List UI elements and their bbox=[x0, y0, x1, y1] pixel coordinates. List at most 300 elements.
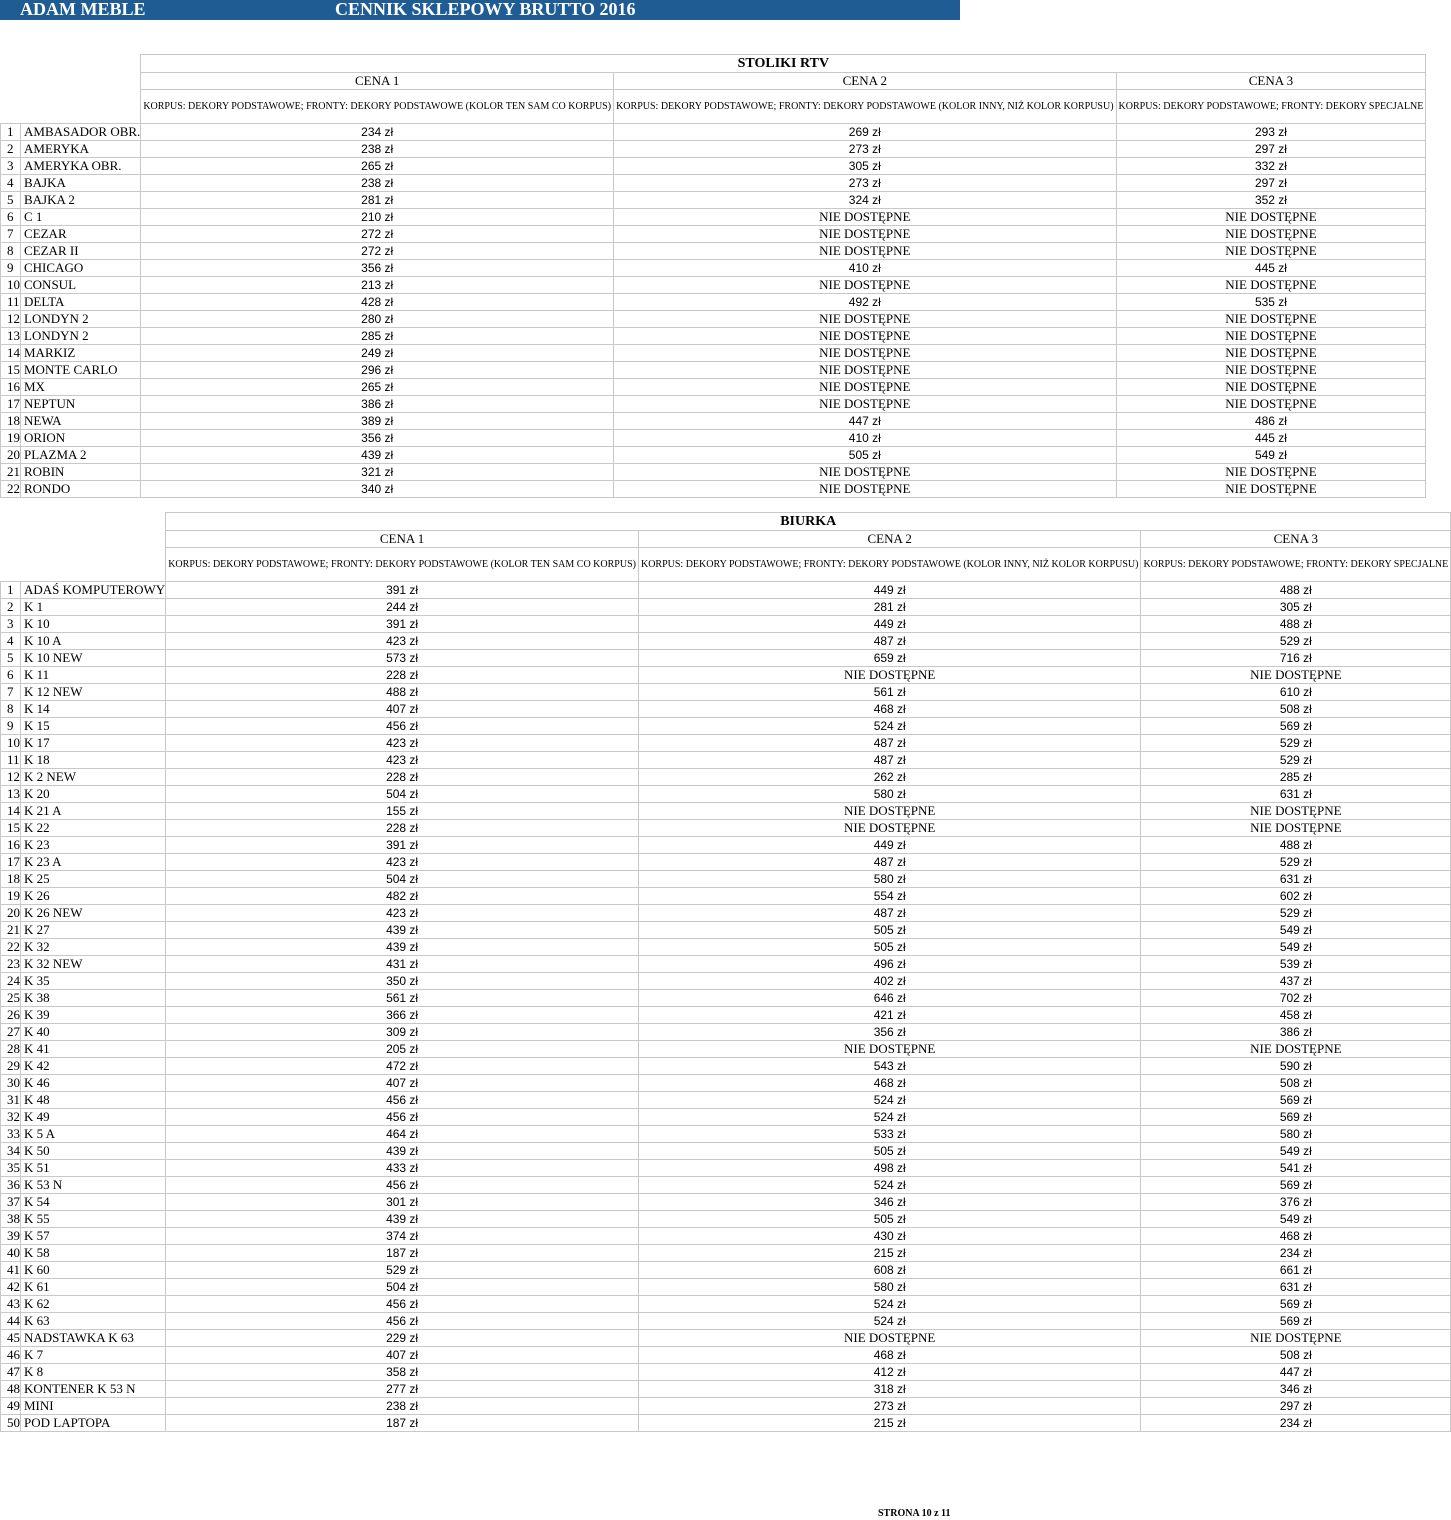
price-cell-cena-3: 234 zł bbox=[1141, 1245, 1451, 1262]
price-cell-cena-1: 407 zł bbox=[166, 1347, 639, 1364]
price-cell-cena-1: 391 zł bbox=[166, 582, 639, 599]
table-row bbox=[1, 956, 1451, 973]
price-cell-cena-1: 391 zł bbox=[166, 616, 639, 633]
row-number: 5 bbox=[1, 192, 21, 209]
product-name: AMBASADOR OBR. bbox=[21, 124, 141, 141]
table-row bbox=[1, 939, 1451, 956]
row-number: 11 bbox=[1, 752, 21, 769]
table-row bbox=[1, 922, 1451, 939]
product-name: K 23 A bbox=[21, 854, 166, 871]
price-cell-cena-2: NIE DOSTĘPNE bbox=[614, 311, 1116, 328]
price-cell-cena-2: 356 zł bbox=[638, 1024, 1140, 1041]
blank-cell bbox=[1, 55, 21, 73]
section-title: STOLIKI RTV bbox=[141, 55, 1426, 73]
row-number: 2 bbox=[1, 141, 21, 158]
price-cell-cena-1: 456 zł bbox=[166, 1109, 639, 1126]
row-number: 11 bbox=[1, 294, 21, 311]
table-row bbox=[1, 1024, 1451, 1041]
price-cell-cena-3: 468 zł bbox=[1141, 1228, 1451, 1245]
table-row bbox=[1, 650, 1451, 667]
table-row bbox=[1, 1092, 1451, 1109]
price-cell-cena-2: 487 zł bbox=[638, 752, 1140, 769]
price-cell-cena-1: 439 zł bbox=[166, 1143, 639, 1160]
price-cell-cena-2: 580 zł bbox=[638, 1279, 1140, 1296]
price-cell-cena-1: 456 zł bbox=[166, 1296, 639, 1313]
price-cell-cena-3: NIE DOSTĘPNE bbox=[1116, 243, 1426, 260]
product-name: NADSTAWKA K 63 bbox=[21, 1330, 166, 1347]
row-number: 5 bbox=[1, 650, 21, 667]
price-cell-cena-3: NIE DOSTĘPNE bbox=[1141, 1041, 1451, 1058]
row-number: 42 bbox=[1, 1279, 21, 1296]
price-cell-cena-3: 352 zł bbox=[1116, 192, 1426, 209]
page-number: STRONA 10 z 11 bbox=[878, 1508, 951, 1519]
row-number: 27 bbox=[1, 1024, 21, 1041]
table-row bbox=[1, 718, 1451, 735]
product-name: POD LAPTOPA bbox=[21, 1415, 166, 1432]
product-name: K 1 bbox=[21, 599, 166, 616]
table-row bbox=[1, 379, 1426, 396]
product-name: K 2 NEW bbox=[21, 769, 166, 786]
row-number: 17 bbox=[1, 396, 21, 413]
price-cell-cena-1: 573 zł bbox=[166, 650, 639, 667]
product-name: K 21 A bbox=[21, 803, 166, 820]
price-cell-cena-2: NIE DOSTĘPNE bbox=[614, 379, 1116, 396]
price-cell-cena-3: 549 zł bbox=[1141, 1211, 1451, 1228]
product-name: MINI bbox=[21, 1398, 166, 1415]
table-row bbox=[1, 311, 1426, 328]
table-row bbox=[1, 1160, 1451, 1177]
product-name: K 40 bbox=[21, 1024, 166, 1041]
table-row bbox=[1, 633, 1451, 650]
row-number: 34 bbox=[1, 1143, 21, 1160]
price-cell-cena-3: 437 zł bbox=[1141, 973, 1451, 990]
table-row bbox=[1, 447, 1426, 464]
price-cell-cena-3: 234 zł bbox=[1141, 1415, 1451, 1432]
price-cell-cena-1: 407 zł bbox=[166, 701, 639, 718]
price-cell-cena-3: 297 zł bbox=[1141, 1398, 1451, 1415]
price-cell-cena-2: NIE DOSTĘPNE bbox=[614, 243, 1116, 260]
product-name: K 49 bbox=[21, 1109, 166, 1126]
price-cell-cena-1: 439 zł bbox=[166, 939, 639, 956]
row-number: 21 bbox=[1, 922, 21, 939]
price-cell-cena-2: 543 zł bbox=[638, 1058, 1140, 1075]
price-cell-cena-1: 272 zł bbox=[141, 243, 614, 260]
row-number: 4 bbox=[1, 175, 21, 192]
row-number: 16 bbox=[1, 379, 21, 396]
price-tier-header: CENA 2 bbox=[638, 531, 1140, 548]
price-cell-cena-3: 332 zł bbox=[1116, 158, 1426, 175]
price-cell-cena-3: 346 zł bbox=[1141, 1381, 1451, 1398]
price-cell-cena-2: NIE DOSTĘPNE bbox=[614, 481, 1116, 498]
row-number: 19 bbox=[1, 888, 21, 905]
price-cell-cena-1: 187 zł bbox=[166, 1245, 639, 1262]
price-cell-cena-2: NIE DOSTĘPNE bbox=[638, 803, 1140, 820]
product-name: K 26 NEW bbox=[21, 905, 166, 922]
row-number: 32 bbox=[1, 1109, 21, 1126]
price-cell-cena-3: NIE DOSTĘPNE bbox=[1116, 481, 1426, 498]
price-cell-cena-1: 504 zł bbox=[166, 786, 639, 803]
table-row bbox=[1, 124, 1426, 141]
price-cell-cena-1: 309 zł bbox=[166, 1024, 639, 1041]
price-cell-cena-3: 716 zł bbox=[1141, 650, 1451, 667]
price-tier-description: KORPUS: DEKORY PODSTAWOWE; FRONTY: DEKORY SPECJALNE bbox=[1116, 90, 1426, 124]
price-cell-cena-1: 428 zł bbox=[141, 294, 614, 311]
product-name: K 8 bbox=[21, 1364, 166, 1381]
price-cell-cena-1: 238 zł bbox=[141, 175, 614, 192]
price-cell-cena-1: 238 zł bbox=[141, 141, 614, 158]
price-cell-cena-3: 285 zł bbox=[1141, 769, 1451, 786]
price-cell-cena-1: 234 zł bbox=[141, 124, 614, 141]
blank-cell bbox=[21, 513, 166, 531]
price-cell-cena-2: 412 zł bbox=[638, 1364, 1140, 1381]
product-name: K 46 bbox=[21, 1075, 166, 1092]
row-number: 28 bbox=[1, 1041, 21, 1058]
table-row bbox=[1, 1330, 1451, 1347]
price-cell-cena-1: 431 zł bbox=[166, 956, 639, 973]
product-name: K 41 bbox=[21, 1041, 166, 1058]
price-cell-cena-3: 376 zł bbox=[1141, 1194, 1451, 1211]
table-row bbox=[1, 820, 1451, 837]
table-row bbox=[1, 973, 1451, 990]
product-name: K 58 bbox=[21, 1245, 166, 1262]
price-table-stoliki-rtv bbox=[0, 54, 1426, 498]
price-cell-cena-1: 321 zł bbox=[141, 464, 614, 481]
product-name: K 23 bbox=[21, 837, 166, 854]
row-number: 10 bbox=[1, 735, 21, 752]
price-cell-cena-2: 533 zł bbox=[638, 1126, 1140, 1143]
table-row bbox=[1, 1381, 1451, 1398]
table-row bbox=[1, 1126, 1451, 1143]
table-row bbox=[1, 260, 1426, 277]
blank-cell bbox=[21, 73, 141, 90]
price-cell-cena-2: 505 zł bbox=[614, 447, 1116, 464]
product-name: LONDYN 2 bbox=[21, 311, 141, 328]
table-row bbox=[1, 854, 1451, 871]
product-name: MONTE CARLO bbox=[21, 362, 141, 379]
row-number: 43 bbox=[1, 1296, 21, 1313]
table-row bbox=[1, 141, 1426, 158]
price-cell-cena-1: 456 zł bbox=[166, 1177, 639, 1194]
price-cell-cena-3: 447 zł bbox=[1141, 1364, 1451, 1381]
price-cell-cena-3: NIE DOSTĘPNE bbox=[1141, 667, 1451, 684]
blank-cell bbox=[1, 513, 21, 531]
price-cell-cena-3: 610 zł bbox=[1141, 684, 1451, 701]
price-cell-cena-2: 646 zł bbox=[638, 990, 1140, 1007]
price-cell-cena-2: 524 zł bbox=[638, 718, 1140, 735]
price-cell-cena-2: 487 zł bbox=[638, 905, 1140, 922]
table-row bbox=[1, 345, 1426, 362]
price-cell-cena-1: 340 zł bbox=[141, 481, 614, 498]
price-cell-cena-3: 297 zł bbox=[1116, 175, 1426, 192]
price-cell-cena-1: 374 zł bbox=[166, 1228, 639, 1245]
price-cell-cena-2: 346 zł bbox=[638, 1194, 1140, 1211]
row-number: 37 bbox=[1, 1194, 21, 1211]
product-name: C 1 bbox=[21, 209, 141, 226]
row-number: 22 bbox=[1, 481, 21, 498]
price-cell-cena-3: 569 zł bbox=[1141, 1313, 1451, 1330]
price-cell-cena-2: NIE DOSTĘPNE bbox=[614, 209, 1116, 226]
price-cell-cena-3: 580 zł bbox=[1141, 1126, 1451, 1143]
product-name: K 25 bbox=[21, 871, 166, 888]
price-cell-cena-2: 487 zł bbox=[638, 633, 1140, 650]
row-number: 8 bbox=[1, 243, 21, 260]
product-name: K 11 bbox=[21, 667, 166, 684]
row-number: 15 bbox=[1, 362, 21, 379]
price-cell-cena-3: 529 zł bbox=[1141, 905, 1451, 922]
price-cell-cena-2: 273 zł bbox=[614, 175, 1116, 192]
price-cell-cena-3: 569 zł bbox=[1141, 1092, 1451, 1109]
price-cell-cena-1: 228 zł bbox=[166, 820, 639, 837]
product-name: K 5 A bbox=[21, 1126, 166, 1143]
price-cell-cena-3: 631 zł bbox=[1141, 1279, 1451, 1296]
price-cell-cena-3: 602 zł bbox=[1141, 888, 1451, 905]
table-row bbox=[1, 396, 1426, 413]
table-row bbox=[1, 481, 1426, 498]
price-cell-cena-1: 488 zł bbox=[166, 684, 639, 701]
price-cell-cena-1: 205 zł bbox=[166, 1041, 639, 1058]
row-number: 46 bbox=[1, 1347, 21, 1364]
table-row bbox=[1, 1211, 1451, 1228]
product-name: ADAŚ KOMPUTEROWY bbox=[21, 582, 166, 599]
price-cell-cena-2: 269 zł bbox=[614, 124, 1116, 141]
table-row bbox=[1, 871, 1451, 888]
product-name: NEPTUN bbox=[21, 396, 141, 413]
row-number: 15 bbox=[1, 820, 21, 837]
row-number: 23 bbox=[1, 956, 21, 973]
table-row bbox=[1, 1415, 1451, 1432]
blank-cell bbox=[21, 531, 166, 548]
header-bar bbox=[0, 0, 960, 20]
product-name: K 54 bbox=[21, 1194, 166, 1211]
price-cell-cena-2: 273 zł bbox=[638, 1398, 1140, 1415]
price-cell-cena-2: NIE DOSTĘPNE bbox=[614, 328, 1116, 345]
price-cell-cena-2: 505 zł bbox=[638, 922, 1140, 939]
product-name: K 53 N bbox=[21, 1177, 166, 1194]
product-name: K 14 bbox=[21, 701, 166, 718]
row-number: 36 bbox=[1, 1177, 21, 1194]
price-cell-cena-2: 215 zł bbox=[638, 1415, 1140, 1432]
product-name: PLAZMA 2 bbox=[21, 447, 141, 464]
price-cell-cena-3: NIE DOSTĘPNE bbox=[1116, 379, 1426, 396]
row-number: 10 bbox=[1, 277, 21, 294]
price-cell-cena-1: 280 zł bbox=[141, 311, 614, 328]
price-cell-cena-2: 505 zł bbox=[638, 1143, 1140, 1160]
table-row bbox=[1, 582, 1451, 599]
price-cell-cena-1: 213 zł bbox=[141, 277, 614, 294]
product-name: NEWA bbox=[21, 413, 141, 430]
row-number: 14 bbox=[1, 803, 21, 820]
price-cell-cena-3: 549 zł bbox=[1141, 922, 1451, 939]
price-cell-cena-1: 439 zł bbox=[166, 1211, 639, 1228]
price-cell-cena-2: 215 zł bbox=[638, 1245, 1140, 1262]
table-row bbox=[1, 888, 1451, 905]
price-cell-cena-2: 659 zł bbox=[638, 650, 1140, 667]
price-cell-cena-1: 389 zł bbox=[141, 413, 614, 430]
price-cell-cena-2: 496 zł bbox=[638, 956, 1140, 973]
price-cell-cena-3: NIE DOSTĘPNE bbox=[1116, 464, 1426, 481]
table-row bbox=[1, 243, 1426, 260]
table-row bbox=[1, 158, 1426, 175]
price-cell-cena-3: 541 zł bbox=[1141, 1160, 1451, 1177]
price-tier-header: CENA 3 bbox=[1116, 73, 1426, 90]
table-row bbox=[1, 701, 1451, 718]
row-number: 3 bbox=[1, 616, 21, 633]
price-cell-cena-2: 410 zł bbox=[614, 430, 1116, 447]
price-cell-cena-1: 249 zł bbox=[141, 345, 614, 362]
price-cell-cena-2: 305 zł bbox=[614, 158, 1116, 175]
price-cell-cena-3: 539 zł bbox=[1141, 956, 1451, 973]
price-cell-cena-3: 549 zł bbox=[1116, 447, 1426, 464]
row-number: 7 bbox=[1, 226, 21, 243]
price-cell-cena-1: 423 zł bbox=[166, 735, 639, 752]
price-cell-cena-2: 281 zł bbox=[638, 599, 1140, 616]
price-cell-cena-3: 293 zł bbox=[1116, 124, 1426, 141]
price-cell-cena-3: 445 zł bbox=[1116, 430, 1426, 447]
table-row bbox=[1, 786, 1451, 803]
price-cell-cena-3: NIE DOSTĘPNE bbox=[1116, 277, 1426, 294]
price-cell-cena-2: NIE DOSTĘPNE bbox=[638, 667, 1140, 684]
price-cell-cena-1: 366 zł bbox=[166, 1007, 639, 1024]
product-name: K 50 bbox=[21, 1143, 166, 1160]
product-name: K 32 NEW bbox=[21, 956, 166, 973]
price-cell-cena-1: 155 zł bbox=[166, 803, 639, 820]
row-number: 13 bbox=[1, 786, 21, 803]
table-row bbox=[1, 1194, 1451, 1211]
table-row bbox=[1, 1364, 1451, 1381]
price-cell-cena-2: 410 zł bbox=[614, 260, 1116, 277]
product-name: K 10 A bbox=[21, 633, 166, 650]
row-number: 26 bbox=[1, 1007, 21, 1024]
row-number: 21 bbox=[1, 464, 21, 481]
row-number: 9 bbox=[1, 260, 21, 277]
product-name: CEZAR bbox=[21, 226, 141, 243]
price-cell-cena-1: 244 zł bbox=[166, 599, 639, 616]
product-name: K 60 bbox=[21, 1262, 166, 1279]
table-row bbox=[1, 1058, 1451, 1075]
row-number: 18 bbox=[1, 871, 21, 888]
price-cell-cena-3: NIE DOSTĘPNE bbox=[1116, 226, 1426, 243]
price-cell-cena-2: 498 zł bbox=[638, 1160, 1140, 1177]
table-row bbox=[1, 905, 1451, 922]
price-tier-header: CENA 1 bbox=[166, 531, 639, 548]
price-cell-cena-2: 487 zł bbox=[638, 854, 1140, 871]
blank-cell bbox=[1, 531, 21, 548]
row-number: 6 bbox=[1, 209, 21, 226]
row-number: 16 bbox=[1, 837, 21, 854]
price-cell-cena-2: 449 zł bbox=[638, 837, 1140, 854]
price-cell-cena-1: 386 zł bbox=[141, 396, 614, 413]
product-name: K 18 bbox=[21, 752, 166, 769]
price-cell-cena-3: 445 zł bbox=[1116, 260, 1426, 277]
price-cell-cena-2: 505 zł bbox=[638, 1211, 1140, 1228]
product-name: RONDO bbox=[21, 481, 141, 498]
price-cell-cena-3: 508 zł bbox=[1141, 1347, 1451, 1364]
price-cell-cena-1: 456 zł bbox=[166, 718, 639, 735]
price-cell-cena-1: 285 zł bbox=[141, 328, 614, 345]
table-row bbox=[1, 1262, 1451, 1279]
price-cell-cena-2: NIE DOSTĘPNE bbox=[614, 345, 1116, 362]
price-cell-cena-1: 456 zł bbox=[166, 1092, 639, 1109]
product-name: ORION bbox=[21, 430, 141, 447]
row-number: 2 bbox=[1, 599, 21, 616]
price-tier-description: KORPUS: DEKORY PODSTAWOWE; FRONTY: DEKORY PODSTAWOWE (KOLOR TEN SAM CO KORPUS) bbox=[166, 548, 639, 582]
price-cell-cena-1: 472 zł bbox=[166, 1058, 639, 1075]
product-name: K 42 bbox=[21, 1058, 166, 1075]
price-cell-cena-3: 702 zł bbox=[1141, 990, 1451, 1007]
product-name: K 38 bbox=[21, 990, 166, 1007]
product-name: K 48 bbox=[21, 1092, 166, 1109]
table-row bbox=[1, 1177, 1451, 1194]
row-number: 29 bbox=[1, 1058, 21, 1075]
price-cell-cena-3: 535 zł bbox=[1116, 294, 1426, 311]
price-cell-cena-1: 391 zł bbox=[166, 837, 639, 854]
price-cell-cena-2: 468 zł bbox=[638, 1347, 1140, 1364]
price-cell-cena-2: NIE DOSTĘPNE bbox=[614, 226, 1116, 243]
price-cell-cena-1: 356 zł bbox=[141, 430, 614, 447]
product-name: CONSUL bbox=[21, 277, 141, 294]
product-name: K 55 bbox=[21, 1211, 166, 1228]
price-cell-cena-2: 273 zł bbox=[614, 141, 1116, 158]
price-cell-cena-3: 569 zł bbox=[1141, 1296, 1451, 1313]
price-cell-cena-1: 238 zł bbox=[166, 1398, 639, 1415]
price-cell-cena-2: 449 zł bbox=[638, 616, 1140, 633]
product-name: MX bbox=[21, 379, 141, 396]
table-row bbox=[1, 837, 1451, 854]
table-row bbox=[1, 362, 1426, 379]
price-cell-cena-1: 296 zł bbox=[141, 362, 614, 379]
price-cell-cena-3: 661 zł bbox=[1141, 1262, 1451, 1279]
table-row bbox=[1, 328, 1426, 345]
price-cell-cena-1: 350 zł bbox=[166, 973, 639, 990]
table-row bbox=[1, 599, 1451, 616]
table-row bbox=[1, 735, 1451, 752]
row-number: 33 bbox=[1, 1126, 21, 1143]
price-cell-cena-2: 524 zł bbox=[638, 1313, 1140, 1330]
price-cell-cena-1: 356 zł bbox=[141, 260, 614, 277]
product-name: KONTENER K 53 N bbox=[21, 1381, 166, 1398]
row-number: 48 bbox=[1, 1381, 21, 1398]
price-cell-cena-2: 524 zł bbox=[638, 1109, 1140, 1126]
price-cell-cena-1: 358 zł bbox=[166, 1364, 639, 1381]
price-cell-cena-2: 449 zł bbox=[638, 582, 1140, 599]
blank-cell bbox=[21, 55, 141, 73]
price-cell-cena-3: 569 zł bbox=[1141, 1109, 1451, 1126]
row-number: 4 bbox=[1, 633, 21, 650]
price-cell-cena-2: 505 zł bbox=[638, 939, 1140, 956]
table-row bbox=[1, 1347, 1451, 1364]
product-name: K 7 bbox=[21, 1347, 166, 1364]
product-name: LONDYN 2 bbox=[21, 328, 141, 345]
table-row bbox=[1, 1075, 1451, 1092]
price-cell-cena-2: 468 zł bbox=[638, 1075, 1140, 1092]
product-name: BAJKA 2 bbox=[21, 192, 141, 209]
row-number: 50 bbox=[1, 1415, 21, 1432]
row-number: 30 bbox=[1, 1075, 21, 1092]
price-cell-cena-2: 318 zł bbox=[638, 1381, 1140, 1398]
price-cell-cena-3: 549 zł bbox=[1141, 939, 1451, 956]
table-row bbox=[1, 1313, 1451, 1330]
price-cell-cena-2: NIE DOSTĘPNE bbox=[638, 1041, 1140, 1058]
product-name: DELTA bbox=[21, 294, 141, 311]
row-number: 13 bbox=[1, 328, 21, 345]
row-number: 45 bbox=[1, 1330, 21, 1347]
price-cell-cena-2: NIE DOSTĘPNE bbox=[638, 1330, 1140, 1347]
price-cell-cena-1: 423 zł bbox=[166, 633, 639, 650]
price-cell-cena-1: 187 zł bbox=[166, 1415, 639, 1432]
price-cell-cena-3: NIE DOSTĘPNE bbox=[1116, 362, 1426, 379]
product-name: K 62 bbox=[21, 1296, 166, 1313]
price-cell-cena-3: 631 zł bbox=[1141, 786, 1451, 803]
